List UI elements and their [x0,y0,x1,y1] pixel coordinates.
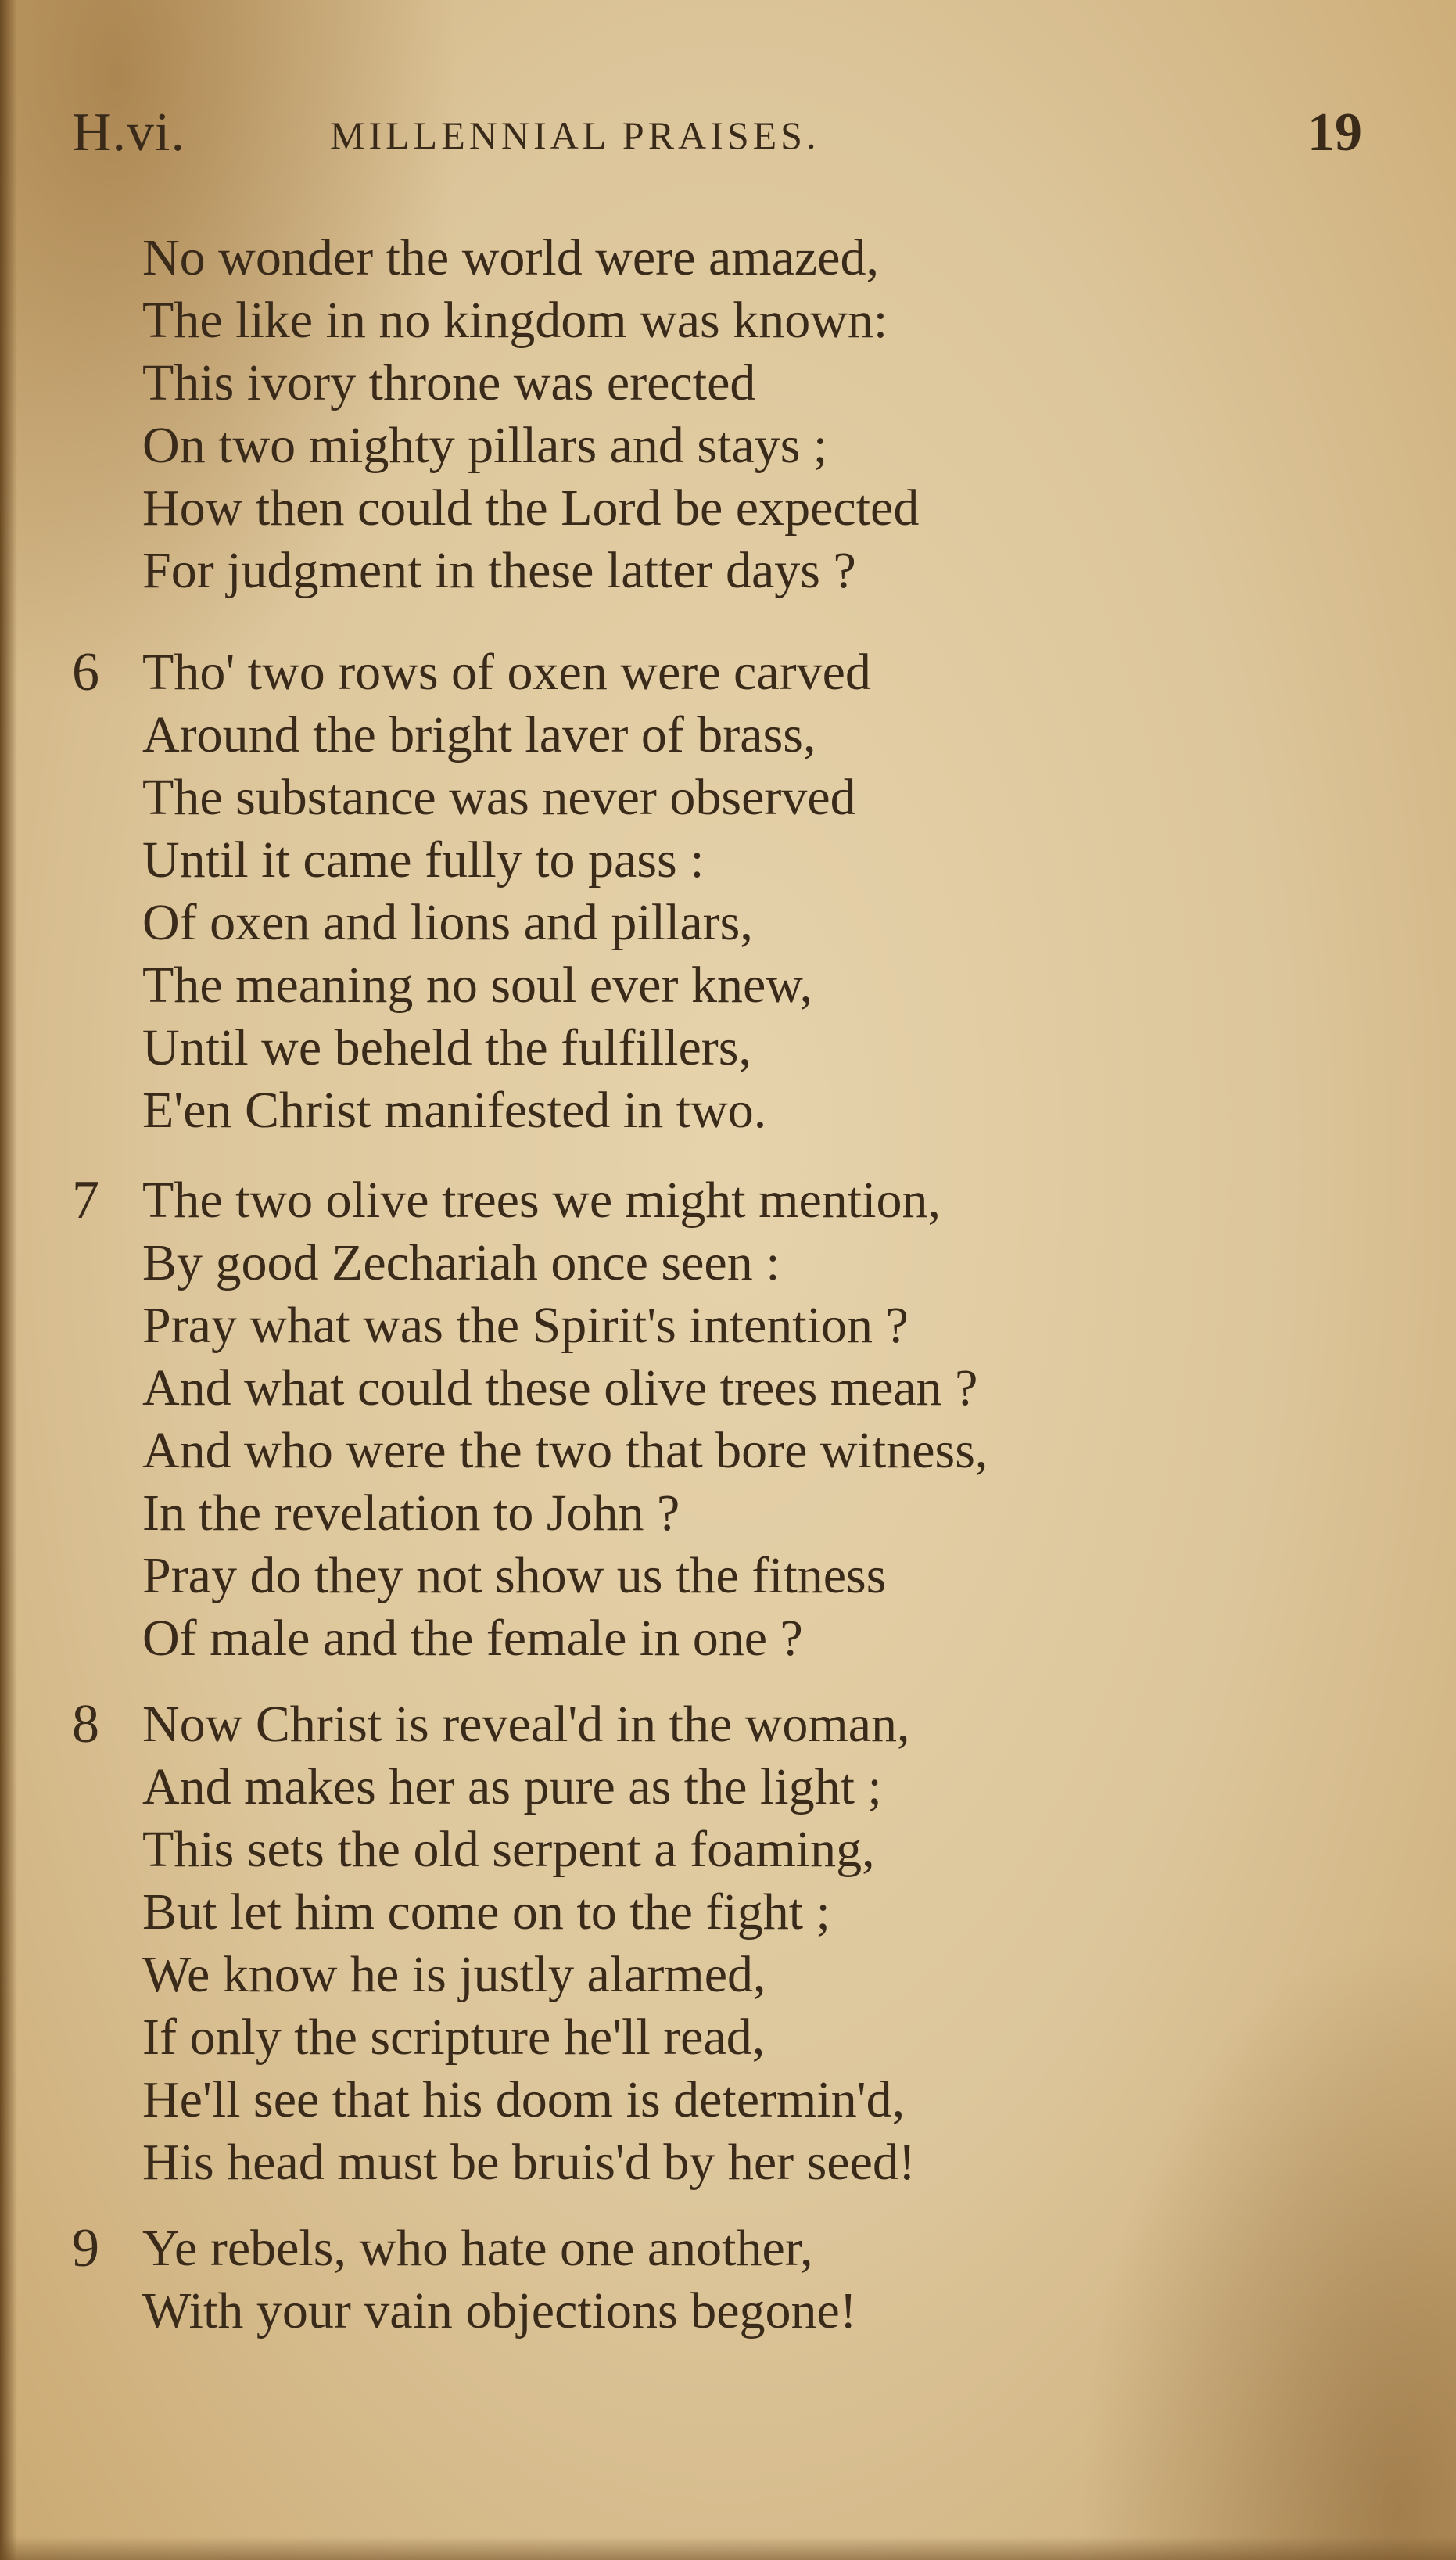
verse-line: The two olive trees we might mention, [142,1172,941,1229]
verse-line: Tho' two rows of oxen were carved [142,644,871,701]
verse-line: Pray do they not show us the fitness [142,1547,887,1604]
stanza-number: 7 [72,1170,99,1230]
verse-line: Ye rebels, who hate one another, [142,2220,813,2277]
stanza-number: 9 [72,2218,99,2278]
verse-line: Now Christ is reveal'd in the woman, [142,1696,910,1753]
page-number: 19 [1307,102,1362,163]
page-bottom-shadow [0,2537,1456,2560]
page-edge-shadow [0,0,17,2560]
verse-line: If only the scripture he'll read, [142,2009,766,2066]
verse-line: In the revelation to John ? [142,1485,680,1542]
verse-line: He'll see that his doom is determin'd, [142,2071,906,2128]
verse-line: No wonder the world were amazed, [142,229,879,286]
verse-line: The meaning no soul ever knew, [142,957,813,1014]
verse-line: The substance was never observed [142,769,856,826]
verse-line: With your vain objections begone! [142,2282,857,2339]
stanza-number: 6 [72,642,99,702]
verse-line: Of oxen and lions and pillars, [142,894,753,951]
verse-line: We know he is justly alarmed, [142,1946,766,2003]
verse-line: For judgment in these latter days ? [142,542,856,599]
verse-line: This ivory throne was erected [142,354,756,411]
verse-line: Of male and the female in one ? [142,1610,803,1667]
verse-line: On two mighty pillars and stays ; [142,417,828,474]
hymn-number: H.vi. [72,102,185,163]
verse-line: The like in no kingdom was known: [142,292,888,349]
verse-line: His head must be bruis'd by her seed! [142,2134,916,2191]
verse-line: And who were the two that bore witness, [142,1422,988,1479]
verse-line: But let him come on to the fight ; [142,1883,830,1941]
verse-line: By good Zechariah once seen : [142,1234,780,1291]
verse-line: Pray what was the Spirit's intention ? [142,1297,909,1354]
running-header [72,102,1362,172]
verse-line: Around the bright laver of brass, [142,706,816,763]
verse-line: How then could the Lord be expected [142,479,920,537]
verse-line: And makes her as pure as the light ; [142,1758,882,1815]
verse-line: This sets the old serpent a foaming, [142,1821,875,1878]
running-title: MILLENNIAL PRAISES. [330,113,820,157]
verse-line: And what could these olive trees mean ? [142,1359,978,1416]
stanza-number: 8 [72,1694,99,1754]
verse-line: Until we beheld the fulfillers, [142,1019,751,1076]
verse-line: E'en Christ manifested in two. [142,1082,767,1139]
verse-line: Until it came fully to pass : [142,831,705,889]
